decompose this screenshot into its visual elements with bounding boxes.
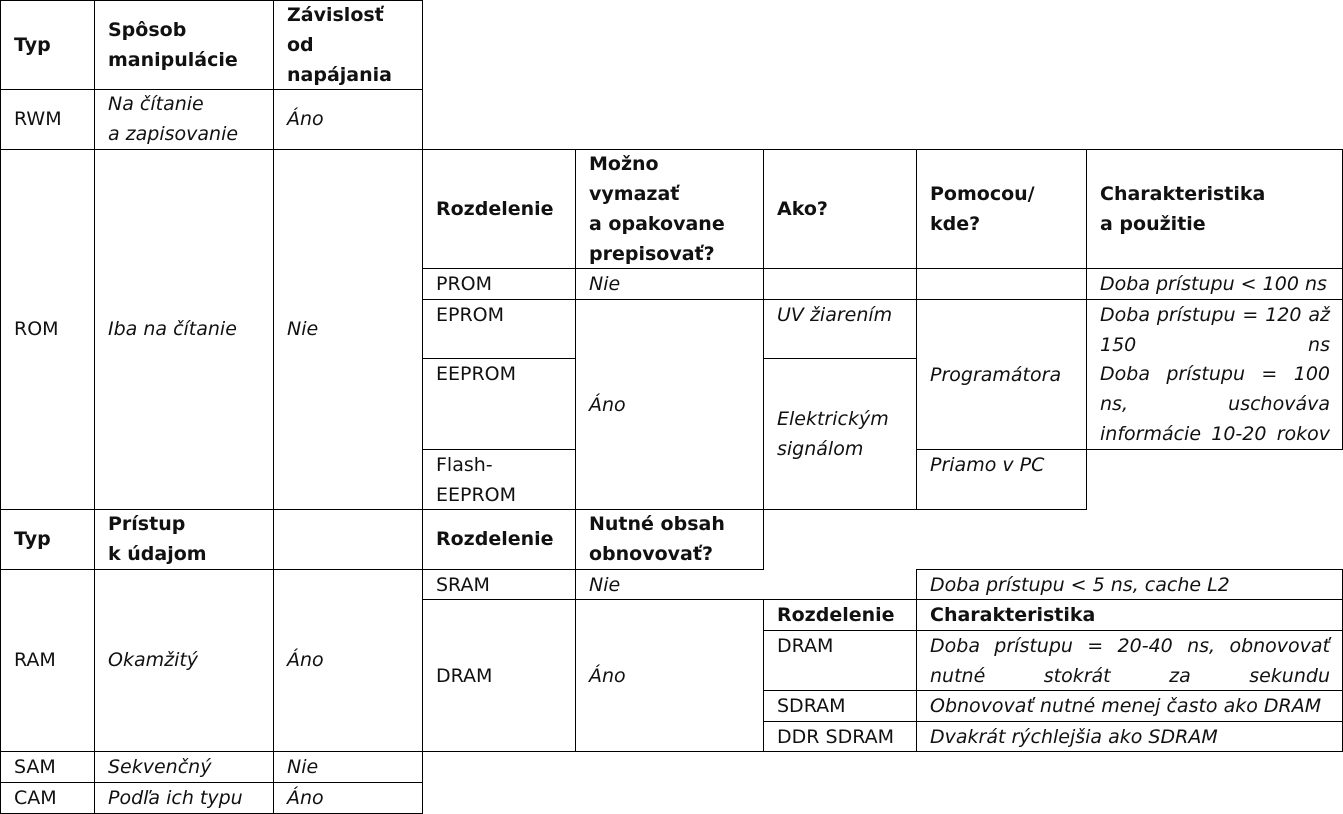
rom-header-ako: Ako? (777, 197, 828, 220)
dram-sub-row-name: DRAM (777, 635, 834, 657)
flash-eeprom-name: Flash- EEPROM (436, 454, 517, 506)
header-typ: Typ (14, 33, 51, 56)
sram-obnovovat: Nie (589, 574, 621, 596)
ddr-sdram-sub-row-name: DDR SDRAM (777, 726, 895, 748)
header2-pristup-k-udajom: Prístup k údajom (108, 513, 207, 565)
rom-header-vymazat: Možno vymazať a opakovane prepisovať? (589, 153, 725, 265)
ram-header-obnovovat: Nutné obsah obnovovať? (589, 513, 725, 565)
sam-typ: SAM (14, 756, 56, 778)
sdram-sub-row-name: SDRAM (777, 695, 846, 717)
dram-sub-header-charakteristika: Charakteristika (930, 604, 1096, 626)
rwm-sposob: Na čítanie a zapisovanie (108, 93, 239, 145)
header-sposob-manipulacie: Spôsob manipulácie (108, 18, 238, 71)
rom-typ: ROM (14, 318, 59, 340)
ram-pristup: Okamžitý (108, 649, 199, 671)
rom-header-rozdelenie: Rozdelenie (436, 197, 554, 220)
dram-sub-row-charakteristika: Doba prístupu = 20-40 ns, obnovovať nutné stokrát za sekundu (930, 635, 1330, 687)
rom-header-charakteristika: Charakteristika a použitie (1100, 182, 1266, 235)
eprom-ako: UV žiarením (777, 304, 893, 326)
cam-typ: CAM (14, 787, 57, 809)
prom-charakteristika: Doba prístupu < 100 ns (1100, 273, 1327, 295)
flash-pomocou: Priamo v PC (930, 454, 1045, 476)
ram-typ: RAM (14, 649, 56, 671)
rom-header-pomocou: Pomocou/ kde? (930, 182, 1035, 235)
rom-sposob: Iba na čítanie (108, 318, 237, 340)
prom-name: PROM (436, 273, 493, 295)
ddr-sdram-sub-row-charakteristika: Dvakrát rýchlejšia ako SDRAM (930, 726, 1218, 748)
eeprom-charakteristika: Doba prístupu = 100 ns, uschováva informácie 10-20 rokov (1100, 363, 1330, 445)
rwm-zavislost: Áno (287, 108, 324, 130)
ram-header-rozdelenie: Rozdelenie (436, 528, 554, 550)
header2-typ: Typ (14, 528, 51, 550)
sram-name: SRAM (436, 574, 490, 596)
elektrickym-signalom: Elektrickým signálom (777, 408, 889, 460)
rom-zavislost: Nie (287, 318, 319, 340)
rwm-typ: RWM (14, 108, 62, 130)
prom-vymazat: Nie (589, 273, 621, 295)
eprom-name: EPROM (436, 304, 505, 326)
header-zavislost-od-napajania: Závislosť od napájania (287, 4, 392, 86)
cam-zavislost: Áno (287, 787, 324, 809)
eeprom-name: EEPROM (436, 363, 517, 385)
sram-charakteristika: Doba prístupu < 5 ns, cache L2 (930, 574, 1230, 596)
dram-name: DRAM (436, 664, 493, 687)
rom-vymazat-ano: Áno (589, 393, 626, 416)
sdram-sub-row-charakteristika: Obnovovať nutné menej často ako DRAM (930, 695, 1322, 717)
cam-pristup: Podľa ich typu (108, 787, 243, 809)
dram-sub-header-rozdelenie: Rozdelenie (777, 604, 895, 626)
sam-pristup: Sekvenčný (108, 756, 212, 778)
programatora: Programátora (930, 364, 1062, 386)
eprom-charakteristika: Doba prístupu = 120 až 150 ns (1100, 304, 1330, 356)
ram-zavislost: Áno (287, 649, 324, 671)
sam-zavislost: Nie (287, 756, 319, 778)
dram-obnovovat: Áno (589, 664, 626, 687)
